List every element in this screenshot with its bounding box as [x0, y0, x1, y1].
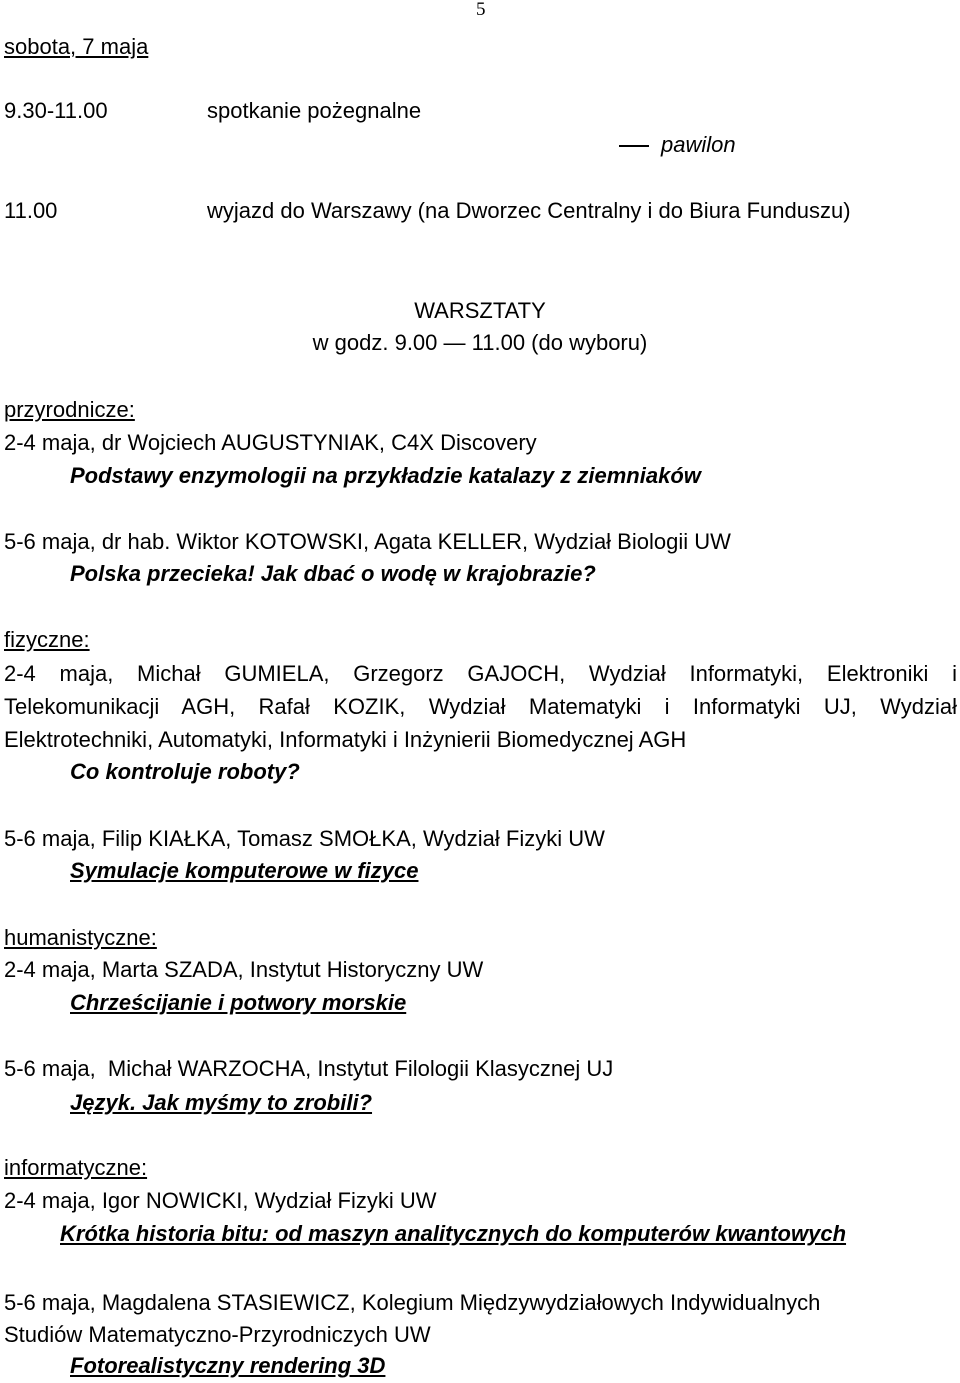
schedule-row — [4, 197, 851, 225]
workshop-title: Język. Jak myśmy to zrobili? — [70, 1090, 373, 1115]
workshop-info: 5-6 maja, dr hab. Wiktor KOTOWSKI, Agata KELLER, Wydział Biologii UW — [4, 529, 731, 554]
workshop-info: 5-6 maja, Filip KIAŁKA, Tomasz SMOŁKA, Wydział Fizyki UW — [4, 826, 605, 851]
workshop-info: 2-4 maja, Marta SZADA, Instytut Historyczny UW — [4, 957, 484, 982]
workshop-info: 5-6 maja, Magdalena STASIEWICZ, Kolegium Międzywydziałowych Indywidualnych Studiów Matematyczno-Przyrodniczych UW — [4, 1290, 821, 1347]
workshops-title: WARSZTATY — [414, 298, 546, 323]
workshop-title: Symulacje komputerowe w fizyce — [70, 858, 419, 883]
workshop-title: Polska przecieka! Jak dbać o wodę w krajobrazie? — [70, 561, 596, 586]
day-heading: sobota, 7 maja — [4, 34, 149, 59]
schedule-time: 9.30-11.00 — [4, 98, 108, 123]
dash-mark — [619, 145, 649, 147]
schedule-row — [4, 97, 421, 125]
workshops-subtitle: w godz. 9.00 — 11.00 (do wyboru) — [312, 330, 648, 355]
workshop-info: 2-4 maja, dr Wojciech AUGUSTYNIAK, C4X Discovery — [4, 430, 537, 455]
page-number: 5 — [476, 0, 486, 20]
section-heading: informatyczne: — [4, 1155, 148, 1180]
workshop-title: Fotorealistyczny rendering 3D — [70, 1353, 386, 1378]
workshop-info: 2-4 maja, Igor NOWICKI, Wydział Fizyki UW — [4, 1188, 437, 1213]
workshop-info: 2-4 maja, Michał GUMIELA, Grzegorz GAJOCH, Wydział Informatyki, Elektroniki i Telekomunikacji AGH, Rafał KOZIK, Wydział Matematyki i Informatyki UJ, Wydział Elektrotechniki, Automatyki, Informatyki i Inżynierii Biomedycznej AGH — [4, 661, 957, 752]
section-heading: humanistyczne: — [4, 925, 157, 950]
schedule-event: wyjazd do Warszawy (na Dworzec Centralny i do Biura Funduszu) — [207, 198, 851, 223]
workshop-title: Chrześcijanie i potwory morskie — [70, 990, 407, 1015]
workshop-title: Co kontroluje roboty? — [70, 759, 300, 784]
schedule-event: spotkanie pożegnalne — [207, 98, 422, 123]
section-heading: przyrodnicze: — [4, 397, 135, 422]
schedule-place — [619, 131, 736, 159]
workshop-title: Podstawy enzymologii na przykładzie katalazy z ziemniaków — [70, 463, 701, 488]
section-heading: fizyczne: — [4, 627, 90, 652]
schedule-time: 11.00 — [4, 198, 58, 223]
schedule-place-text: pawilon — [661, 132, 736, 157]
workshop-title: Krótka historia bitu: od maszyn analitycznych do komputerów kwantowych — [60, 1221, 847, 1246]
workshop-info: 5-6 maja, Michał WARZOCHA, Instytut Filologii Klasycznej UJ — [4, 1056, 614, 1081]
